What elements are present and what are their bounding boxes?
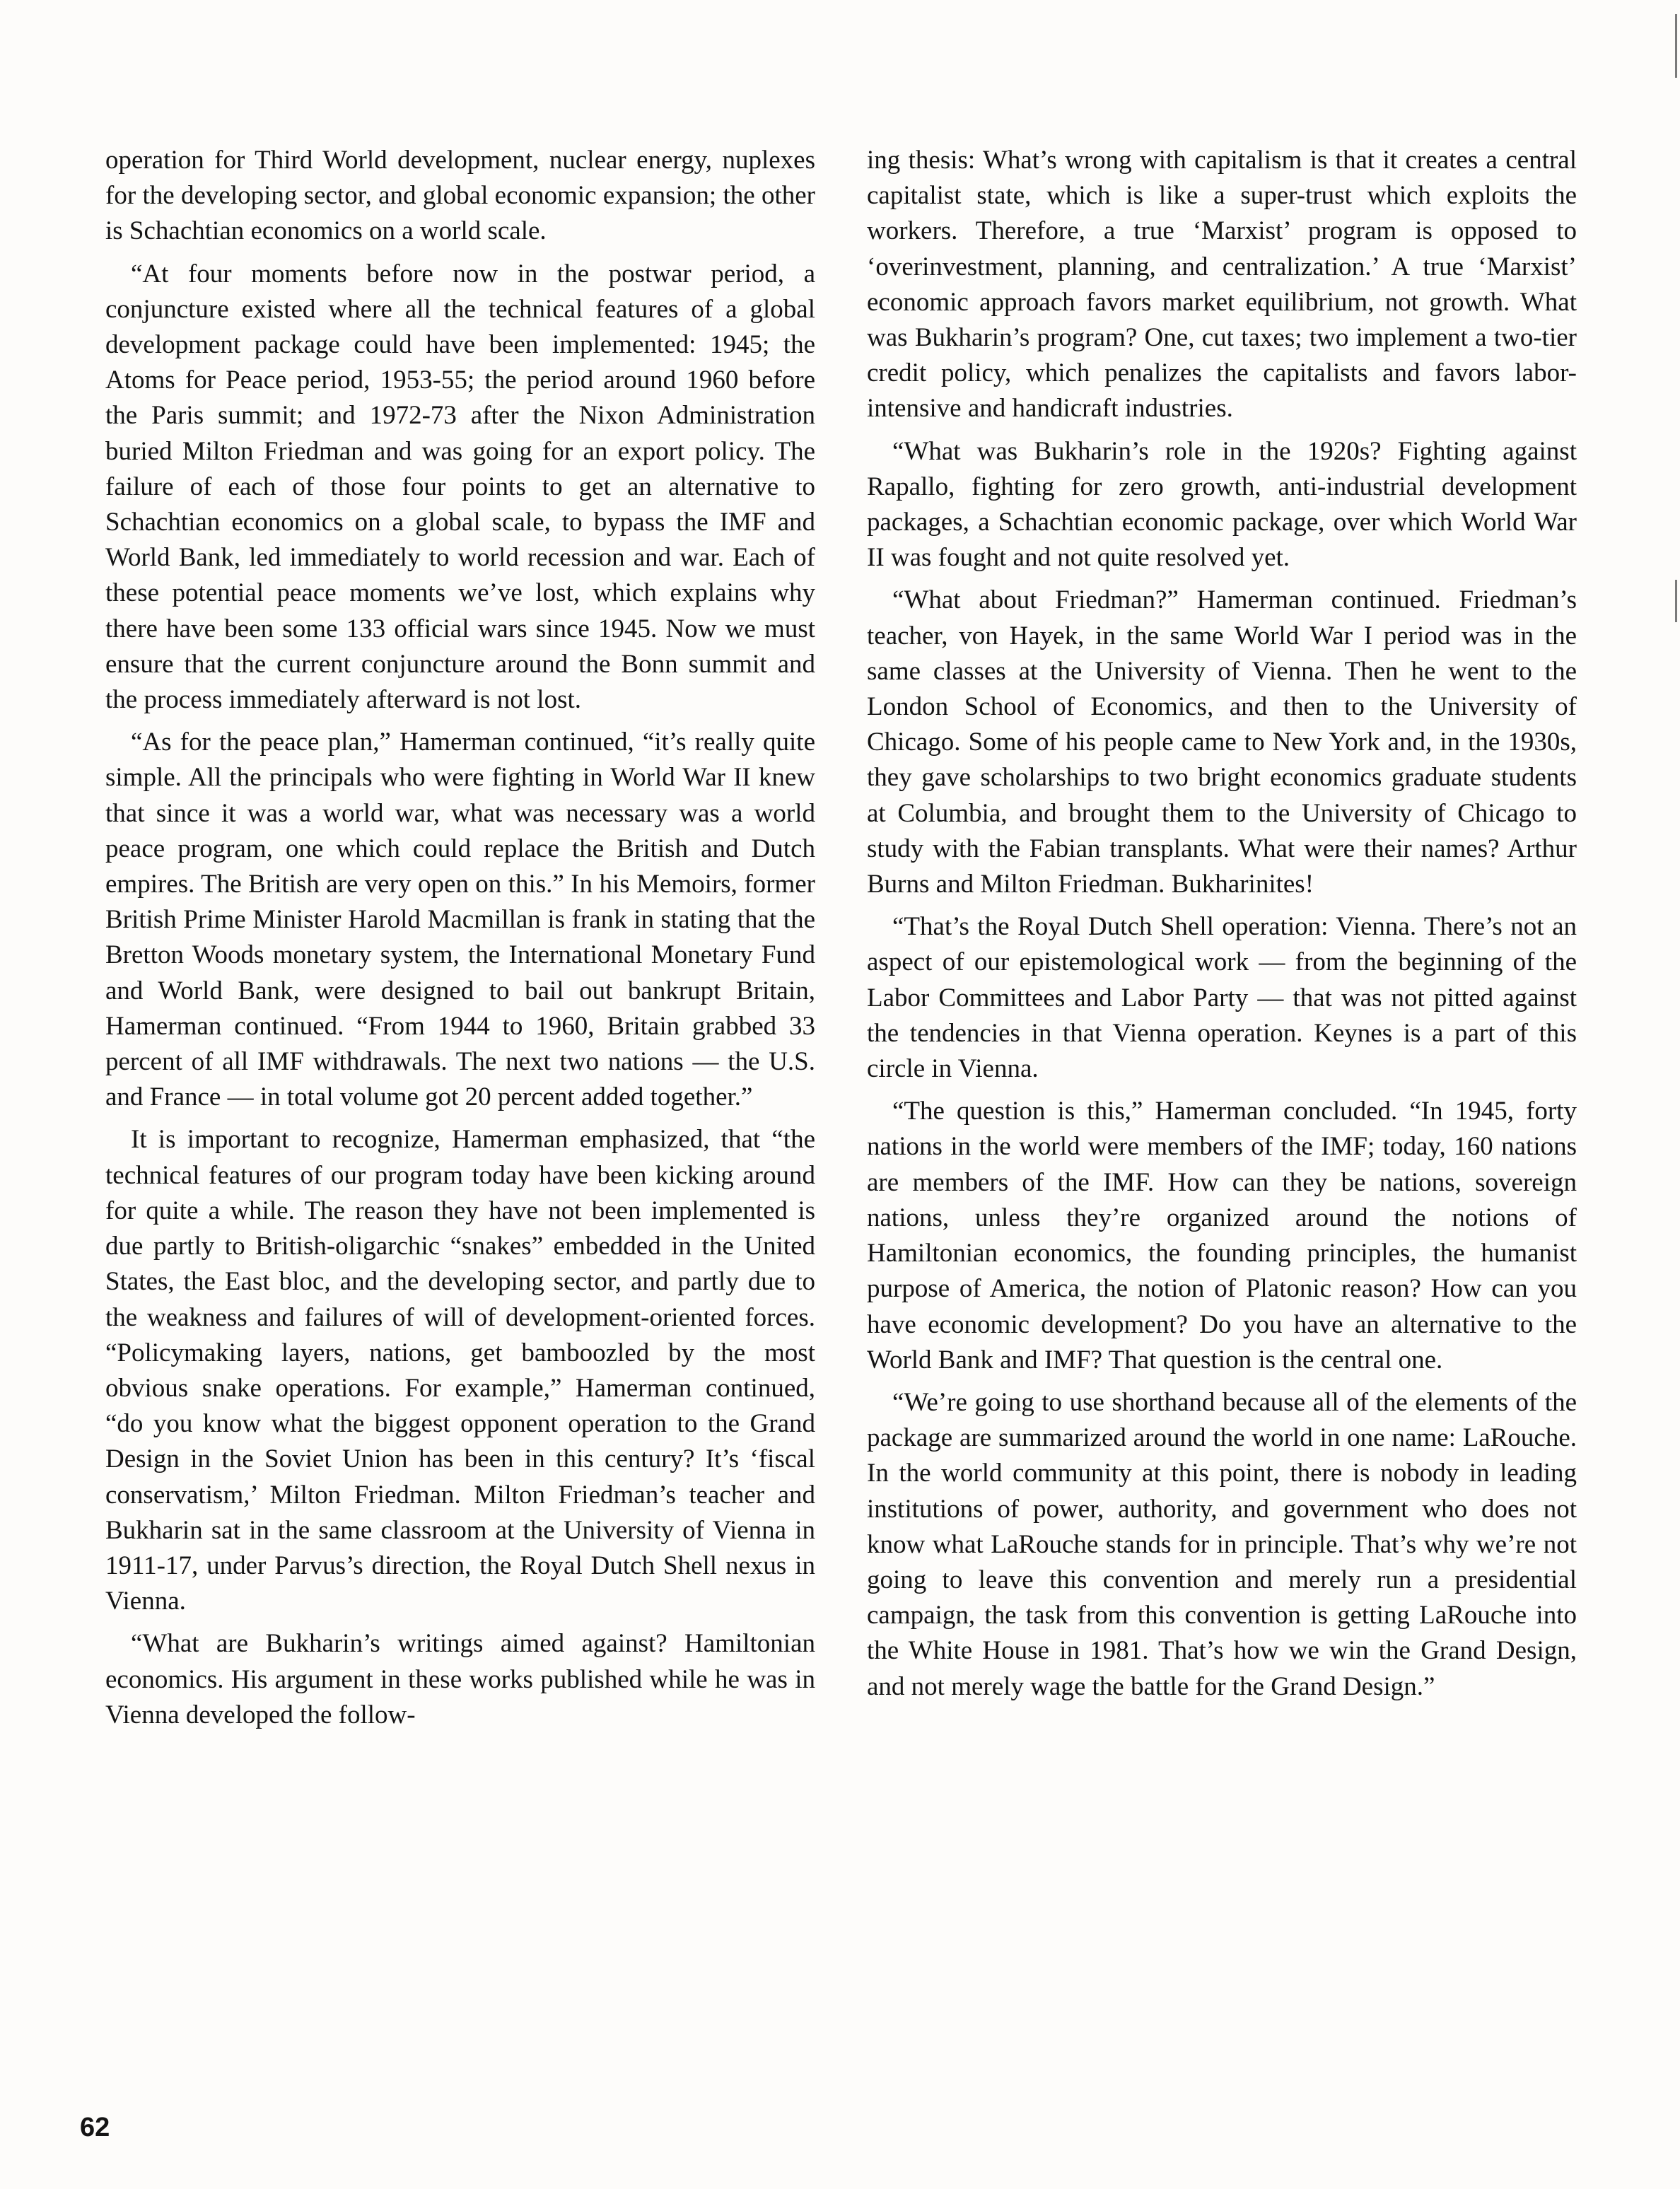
scan-edge-mark [1675,14,1677,78]
scan-edge-mark [1675,580,1677,622]
paragraph: “That’s the Royal Dutch Shell operation: Vienna. There’s not an aspect of our epistemological work — from the beginning of the Labor Committees and Labor Party — that was not pitted against the tendencies in that Vienna operation. Keynes is a part of this circle in Vienna. [867,912,1577,1084]
paragraph: “As for the peace plan,” Hamerman continued, “it’s really quite simple. All the principals who were fighting in World War II knew that since it was a world war, what was necessary was a world peace program, one which could replace the British and Dutch empires. The British are very open on this.” In his Memoirs, former British Prime Minister Harold Macmillan is frank in stating that the Bretton Woods monetary system, the International Monetary Fund and World Bank, were designed to bail out bankrupt Britain, Hamerman continued. “From 1944 to 1960, Britain grabbed 33 percent of all IMF withdrawals. The next two nations — the U.S. and France — in total volume got 20 percent added together.” [105,728,815,1112]
paragraph: “What are Bukharin’s writings aimed against? Hamiltonian economics. His argument in these works published while he was in Vienna developed the follow- [105,1629,815,1729]
paragraph: ing thesis: What’s wrong with capitalism is that it creates a central capitalist state, which is like a super-trust which exploits the workers. Therefore, a true ‘Marxist’ program is opposed to ‘overinvestment, planning, and centralization.’ A true ‘Marxist’ economic approach favors market equilibrium, not growth. What was Bukharin’s program? One, cut taxes; two implement a two-tier credit policy, which penalizes the capitalists and favors labor-intensive and handicraft industries. [867,146,1577,424]
text-column-left [105,143,815,1740]
paragraph: operation for Third World development, nuclear energy, nuplexes for the developing sector, and global economic expansion; the other is Schachtian economics on a world scale. [105,146,815,246]
text-column-right [867,143,1577,1712]
paragraph: It is important to recognize, Hamerman emphasized, that “the technical features of our program today have been kicking around for quite a while. The reason they have not been implemented is due partly to British-oligarchic “snakes” embedded in the United States, the East bloc, and the developing sector, and partly due to the weakness and failures of will of development-oriented forces. “Policymaking layers, nations, get bamboozled by the most obvious snake operations. For example,” Hamerman continued, “do you know what the biggest opponent operation to the Grand Design in the Soviet Union has been in this century? It’s ‘fiscal conservatism,’ Milton Friedman. Milton Friedman’s teacher and Bukharin sat in the same classroom at the University of Vienna in 1911-17, under Parvus’s direction, the Royal Dutch Shell nexus in Vienna. [105,1125,815,1616]
paragraph: “What was Bukharin’s role in the 1920s? Fighting against Rapallo, fighting for zero growth, anti-industrial development packages, a Schachtian economic package, over which World War II was fought and not quite resolved yet. [867,436,1577,573]
page-number: 62 [80,2113,110,2142]
paragraph: “We’re going to use shorthand because all of the elements of the package are summarized around the world in one name: LaRouche. In the world community at this point, there is nobody in leading institutions of power, authority, and government who does not know what LaRouche stands for in principle. That’s why we’re not going to leave this convention and merely run a presidential campaign, the task from this convention is getting LaRouche into the White House in 1981. That’s how we win the Grand Design, and not merely wage the battle for the Grand Design.” [867,1387,1577,1701]
paragraph: “The question is this,” Hamerman concluded. “In 1945, forty nations in the world were members of the IMF; today, 160 nations are members of the IMF. How can they be nations, sovereign nations, unless they’re organized around the notions of Hamiltonian economics, the founding principles, the humanist purpose of America, the notion of Platonic reason? How can you have economic development? Do you have an alternative to the World Bank and IMF? That question is the central one. [867,1097,1577,1374]
paragraph: “At four moments before now in the postwar period, a conjuncture existed where all the technical features of a global development package could have been implemented: 1945; the Atoms for Peace period, 1953-55; the period around 1960 before the Paris summit; and 1972-73 after the Nixon Administration buried Milton Friedman and was going for an export policy. The failure of each of those four points to get an alternative to Schachtian economics on a global scale, to bypass the IMF and World Bank, led immediately to world recession and war. Each of these potential peace moments we’ve lost, which explains why there have been some 133 official wars since 1945. Now we must ensure that the current conjuncture around the Bonn summit and the process immediately afterward is not lost. [105,259,815,715]
paragraph: “What about Friedman?” Hamerman continued. Friedman’s teacher, von Hayek, in the same World War I period was in the same classes at the University of Vienna. Then he went to the London School of Economics, and then to the University of Chicago. Some of his people came to New York and, in the 1930s, they gave scholarships to two bright economics graduate students at Columbia, and brought them to the University of Chicago to study with the Fabian transplants. What were their names? Arthur Burns and Milton Friedman. Bukharinites! [867,585,1577,899]
